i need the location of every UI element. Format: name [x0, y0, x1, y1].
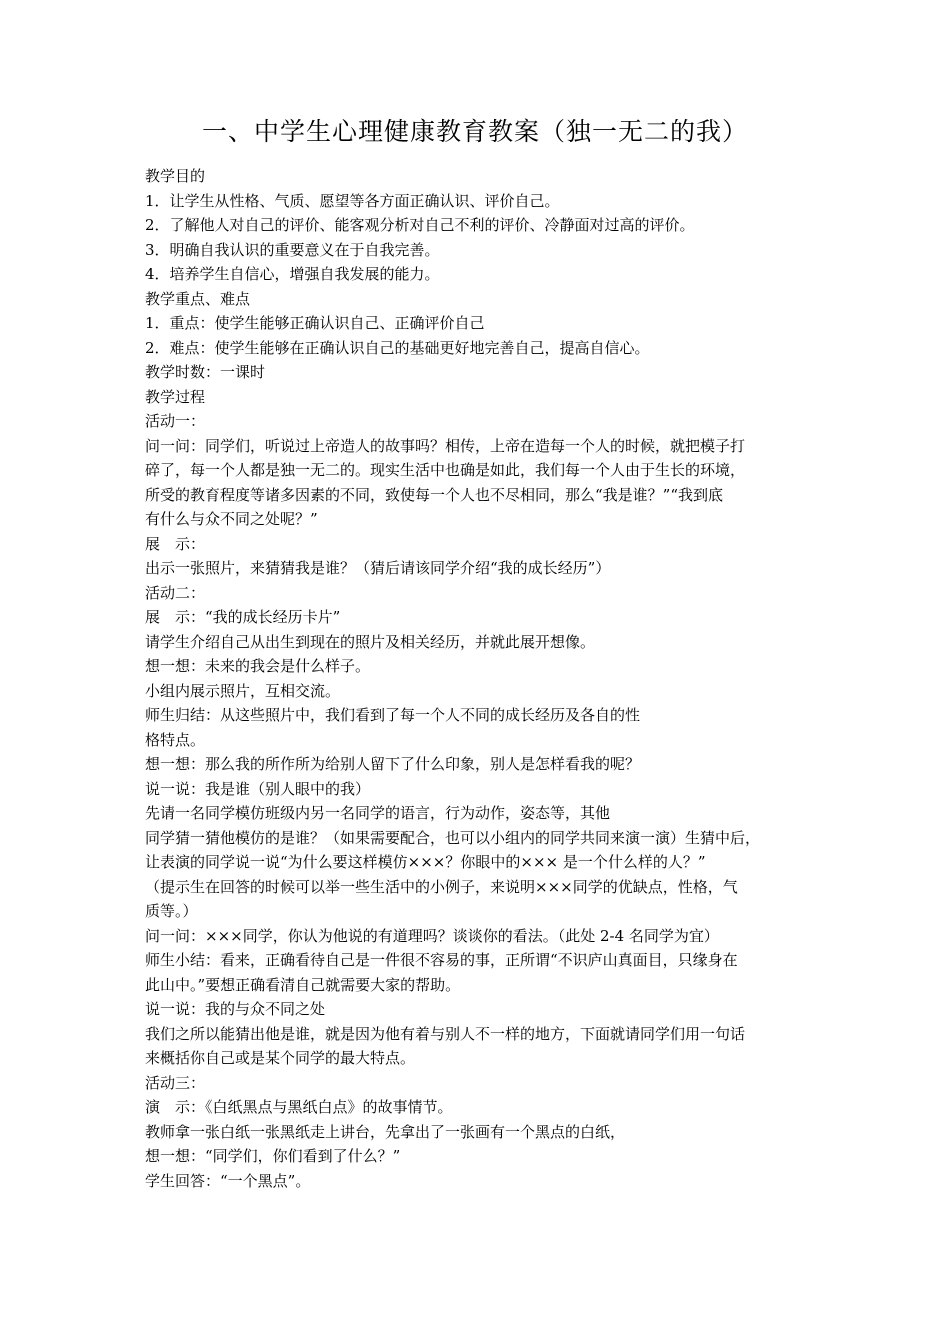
text-line: 来概括你自己或是某个同学的最大特点。 [145, 1049, 416, 1067]
text-line: 想一想：未来的我会是什么样子。 [145, 657, 371, 675]
text-line: 我们之所以能猜出他是谁，就是因为他有着与别人不一样的地方，下面就请同学们用一句话 [145, 1024, 746, 1043]
text-line: 师生归结：从这些照片中，我们看到了每一个人不同的成长经历及各自的性 [145, 706, 641, 724]
text-line: 2．难点：使学生能够在正确认识自己的基础更好地完善自己，提高自信心。 [145, 338, 650, 357]
text-line: 活动一： [145, 412, 206, 430]
text-line: 先请一名同学模仿班级内另一名同学的语言，行为动作，姿态等，其他 [145, 804, 611, 822]
text-line: 教学过程 [145, 387, 206, 406]
text-line: 教师拿一张白纸一张黑纸走上讲台，先拿出了一张画有一个黑点的白纸， [145, 1122, 626, 1141]
text-line: 教学时数：一课时 [145, 363, 266, 381]
text-line: 问一问：×××同学，你认为他说的有道理吗？谈谈你的看法。（此处 2-4 名同学为宜） [145, 926, 719, 945]
text-line: 有什么与众不同之处呢？” [145, 510, 318, 528]
text-line: 学生回答：“一个黑点”。 [145, 1171, 311, 1190]
text-line: 活动三： [145, 1073, 206, 1092]
text-line: 格特点。 [145, 730, 206, 749]
text-line: 说一说：我的与众不同之处 [145, 1000, 326, 1018]
text-line: 同学猜一猜他模仿的是谁？（如果需要配合，也可以小组内的同学共同来演一演）生猜中后， [145, 828, 761, 847]
text-line: 4．培养学生自信心，增强自我发展的能力。 [145, 265, 440, 283]
text-line: 碎了，每一个人都是独一无二的。现实生活中也确是如此，我们每一个人由于生长的环境， [145, 461, 746, 479]
text-line: 说一说：我是谁（别人眼中的我） [145, 779, 371, 798]
text-line: 教学重点、难点 [145, 289, 251, 308]
text-line: 1．重点：使学生能够正确认识自己、正确评价自己 [145, 314, 485, 332]
text-line: 3．明确自我认识的重要意义在于自我完善。 [145, 240, 440, 259]
text-line: 1．让学生从性格、气质、愿望等各方面正确认识、评价自己。 [145, 191, 560, 210]
text-line: 演 示：《白纸黑点与黑纸白点》的故事情节。 [145, 1098, 453, 1116]
document-title: 一、中学生心理健康教育教案（独一无二的我） [201, 117, 748, 146]
text-line: 活动二： [145, 583, 206, 602]
text-line: 请学生介绍自己从出生到现在的照片及相关经历，并就此展开想像。 [145, 632, 596, 651]
text-line: 展 示：“我的成长经历卡片” [145, 608, 341, 626]
text-line: 所受的教育程度等诸多因素的不同，致使每一个人也不尽相同，那么“我是谁？”“我到底 [145, 485, 724, 504]
document-body [145, 164, 809, 1193]
text-line: 出示一张照片，来猜猜我是谁？（猜后请该同学介绍“我的成长经历”） [145, 559, 611, 577]
text-line: 想一想：“同学们，你们看到了什么？” [145, 1147, 401, 1165]
text-line: 问一问：同学们，听说过上帝造人的故事吗？相传，上帝在造每一个人的时候，就把模子打 [145, 436, 746, 455]
text-line: 此山中。”要想正确看清自己就需要大家的帮助。 [145, 975, 461, 994]
text-line: 想一想：那么我的所作所为给别人留下了什么印象，别人是怎样看我的呢？ [145, 755, 641, 773]
text-line: 质等。） [145, 902, 198, 920]
text-line: 让表演的同学说一说“为什么要这样模仿×××？你眼中的××× 是一个什么样的人？” [145, 853, 706, 871]
text-line: 教学目的 [145, 167, 206, 185]
text-line: 2．了解他人对自己的评价、能客观分析对自己不利的评价、冷静面对过高的评价。 [145, 216, 695, 234]
text-line: 小组内展示照片，互相交流。 [145, 681, 341, 700]
text-line: 展 示： [145, 534, 206, 553]
text-line: 师生小结：看来，正确看待自己是一件很不容易的事，正所谓“不识庐山真面目，只缘身在 [145, 951, 738, 969]
text-line: （提示生在回答的时候可以举一些生活中的小例子，来说明×××同学的优缺点，性格，气 [145, 877, 738, 896]
